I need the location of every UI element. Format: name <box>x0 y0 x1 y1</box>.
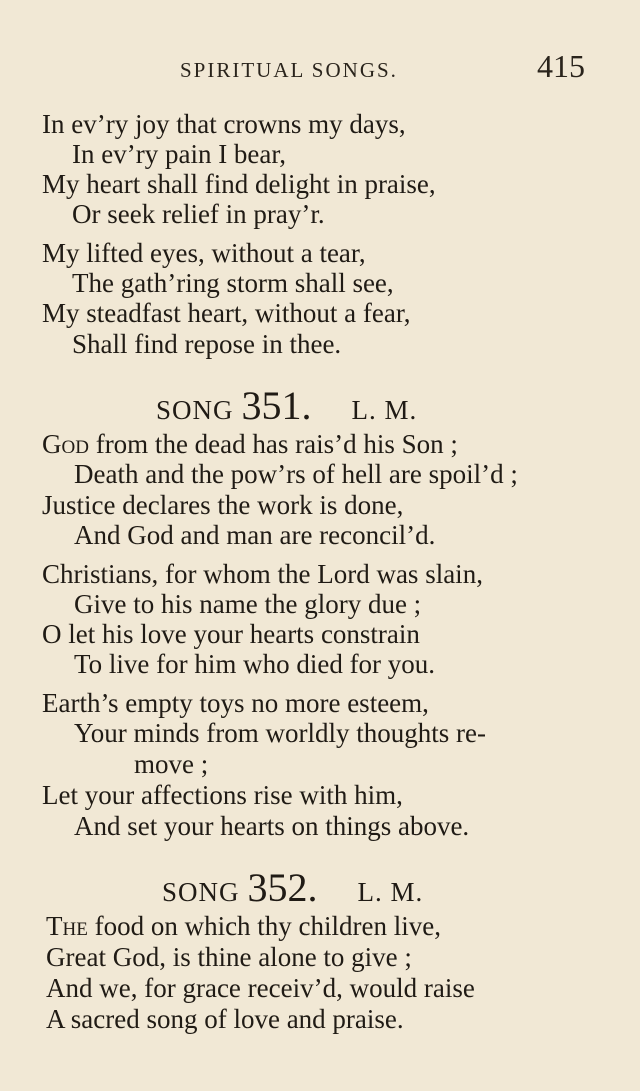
verse-line: And set your hearts on things above. <box>74 811 470 841</box>
verse-line: Or seek relief in pray’r. <box>72 199 325 229</box>
verse-line: The gath’ring storm shall see, <box>72 268 394 298</box>
verse-line: My heart shall find delight in praise, <box>42 169 436 199</box>
first-word: God <box>42 429 89 459</box>
verse-line: Great God, is thine alone to give ; <box>46 942 412 972</box>
verse-line: Your minds from worldly thoughts re- <box>74 718 487 748</box>
song-meter: L. M. <box>357 877 424 907</box>
verse-line: God from the dead has rais’d his Son ; <box>42 429 458 459</box>
song-label: SONG <box>162 877 240 907</box>
verse-line: My lifted eyes, without a tear, <box>42 238 366 268</box>
first-word: The <box>46 911 88 941</box>
verse-line: My steadfast heart, without a fear, <box>42 298 411 328</box>
song-label: SONG <box>156 395 234 425</box>
running-title: SPIRITUAL SONGS. <box>180 58 398 82</box>
song-number: 351. <box>241 383 312 428</box>
verse-line: And we, for grace receiv’d, would raise <box>46 973 475 1003</box>
verse-line: Death and the pow’rs of hell are spoil’d ; <box>74 459 518 489</box>
verse-line: Shall find repose in thee. <box>72 329 342 359</box>
verse-line: Let your affections rise with him, <box>42 780 403 810</box>
verse-line: A sacred song of love and praise. <box>46 1004 404 1034</box>
song-meter: L. M. <box>351 395 418 425</box>
verse-line: O let his love your hearts constrain <box>42 619 420 649</box>
song-number: 352. <box>247 865 318 910</box>
verse-line: And God and man are reconcil’d. <box>74 520 436 550</box>
verse-line: Give to his name the glory due ; <box>74 589 422 619</box>
running-header <box>0 48 640 88</box>
verse-line: Christians, for whom the Lord was slain, <box>42 559 483 589</box>
verse-line: To live for him who died for you. <box>74 649 436 679</box>
verse-line: In ev’ry joy that crowns my days, <box>42 109 406 139</box>
verse-line: move ; <box>134 749 209 779</box>
song-351-heading <box>156 382 417 429</box>
page-number: 415 <box>537 48 585 84</box>
verse-line: In ev’ry pain I bear, <box>72 139 287 169</box>
verse-line: The food on which thy children live, <box>46 911 442 941</box>
verse-line: Justice declares the work is done, <box>42 490 404 520</box>
verse-line: Earth’s empty toys no more esteem, <box>42 688 429 718</box>
song-352-heading <box>162 864 423 911</box>
